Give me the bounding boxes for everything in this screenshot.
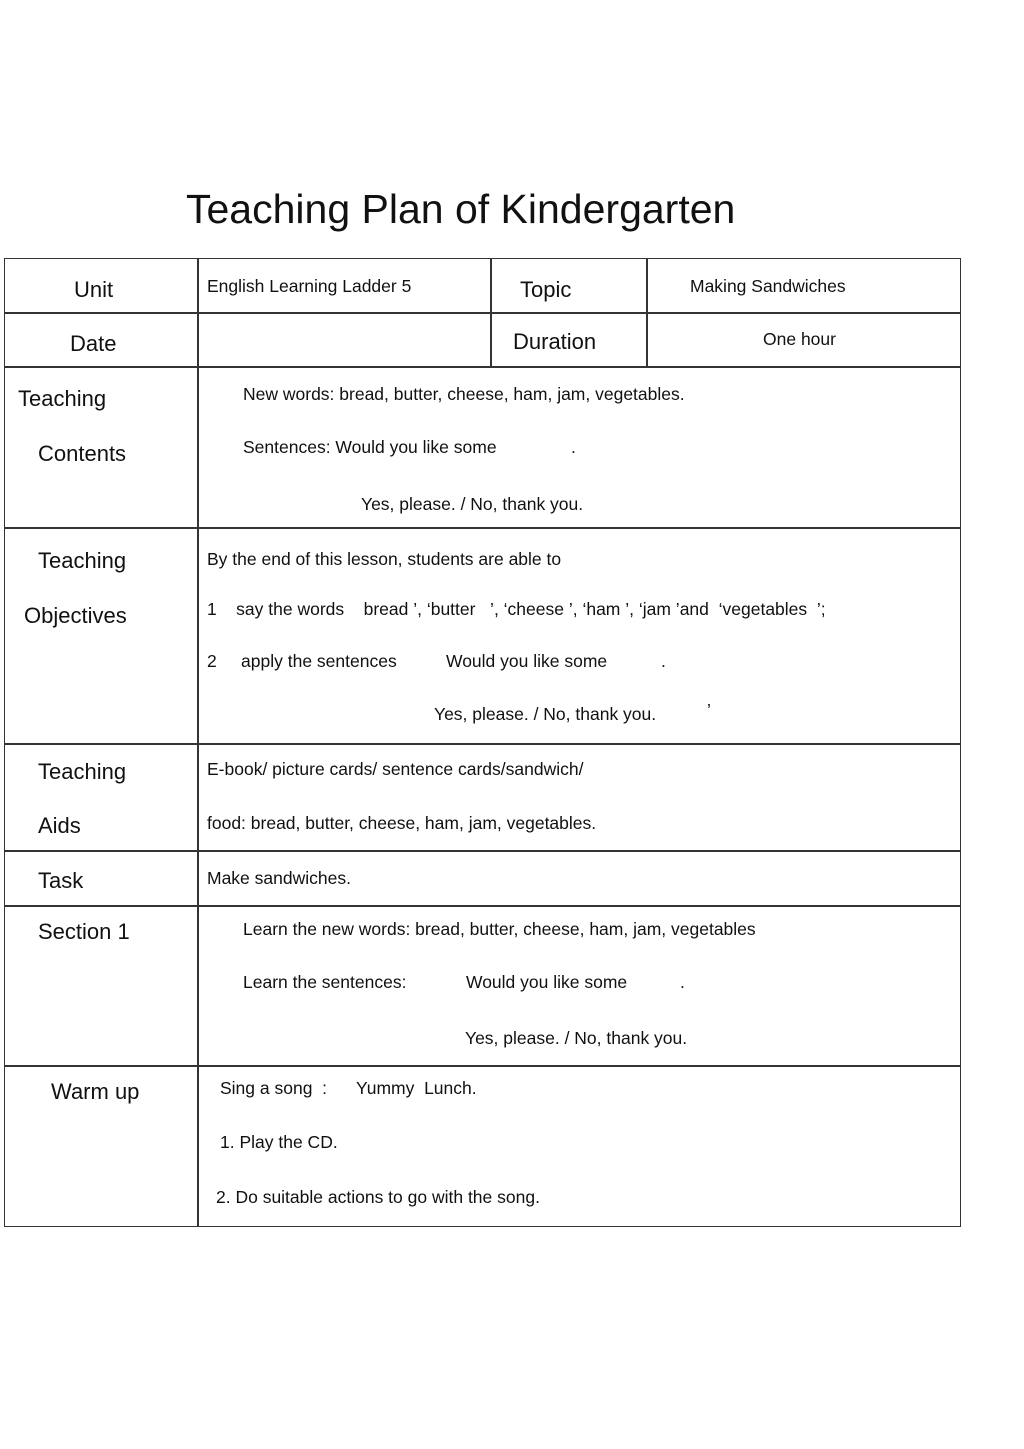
objectives-item-2: 2 apply the sentences [207, 651, 397, 671]
column-divider [490, 259, 492, 366]
section1-sentence-end: . [680, 972, 685, 992]
contents-responses: Yes, please. / No, thank you. [361, 494, 584, 514]
contents-new-words: New words: bread, butter, cheese, ham, jam, vegetables. [243, 384, 685, 404]
topic-value: Making Sandwiches [690, 276, 846, 296]
aids-materials: E-book/ picture cards/ sentence cards/sandwich/ [207, 759, 584, 779]
section1-new-words: Learn the new words: bread, butter, cheese, ham, jam, vegetables [243, 919, 756, 939]
topic-label: Topic [520, 277, 572, 302]
duration-label: Duration [513, 329, 597, 354]
contents-sentences: Sentences: Would you like some [243, 437, 497, 457]
contents-label-line2: Contents [38, 441, 127, 466]
warmup-song-label: Sing a song : [220, 1078, 328, 1098]
contents-sentences-end: . [571, 437, 576, 457]
duration-value: One hour [763, 329, 836, 349]
row-divider [5, 905, 960, 907]
task-value: Make sandwiches. [207, 868, 351, 888]
date-label: Date [70, 331, 117, 356]
objectives-responses: Yes, please. / No, thank you. [434, 704, 657, 724]
objectives-item-2-end: . [661, 651, 666, 671]
warmup-step-1: 1. Play the CD. [220, 1132, 338, 1152]
warmup-song-title: Yummy Lunch. [356, 1078, 477, 1098]
column-divider [197, 259, 199, 1226]
row-divider [5, 850, 960, 852]
objectives-item-2-sentence: Would you like some [446, 651, 608, 671]
row-divider [5, 1065, 960, 1067]
objectives-item-1: 1 say the words bread ’, ‘butter ’, ‘cheese ’, ‘ham ’, ‘jam ’and ‘vegetables ’; [207, 599, 826, 619]
section1-sentences-label: Learn the sentences: [243, 972, 407, 992]
aids-label-line1: Teaching [38, 759, 127, 784]
row-divider [5, 743, 960, 745]
task-label: Task [38, 868, 84, 893]
objectives-label-line2: Objectives [24, 603, 127, 628]
section1-label: Section 1 [38, 919, 130, 944]
unit-value: English Learning Ladder 5 [207, 276, 412, 296]
row-divider [5, 527, 960, 529]
column-divider [646, 259, 648, 366]
objectives-intro: By the end of this lesson, students are able to [207, 549, 562, 569]
section1-sentence: Would you like some [466, 972, 628, 992]
objectives-label-line1: Teaching [38, 548, 127, 573]
row-divider [5, 366, 960, 368]
aids-food: food: bread, butter, cheese, ham, jam, vegetables. [207, 813, 597, 833]
row-divider [5, 312, 960, 314]
section1-responses: Yes, please. / No, thank you. [465, 1028, 688, 1048]
warmup-label: Warm up [51, 1079, 140, 1104]
unit-label: Unit [74, 277, 114, 302]
objectives-responses-mark: ’ [707, 700, 711, 720]
warmup-step-2: 2. Do suitable actions to go with the song. [216, 1187, 540, 1207]
aids-label-line2: Aids [38, 813, 81, 838]
page-title: Teaching Plan of Kindergarten [186, 186, 736, 232]
contents-label-line1: Teaching [18, 386, 107, 411]
